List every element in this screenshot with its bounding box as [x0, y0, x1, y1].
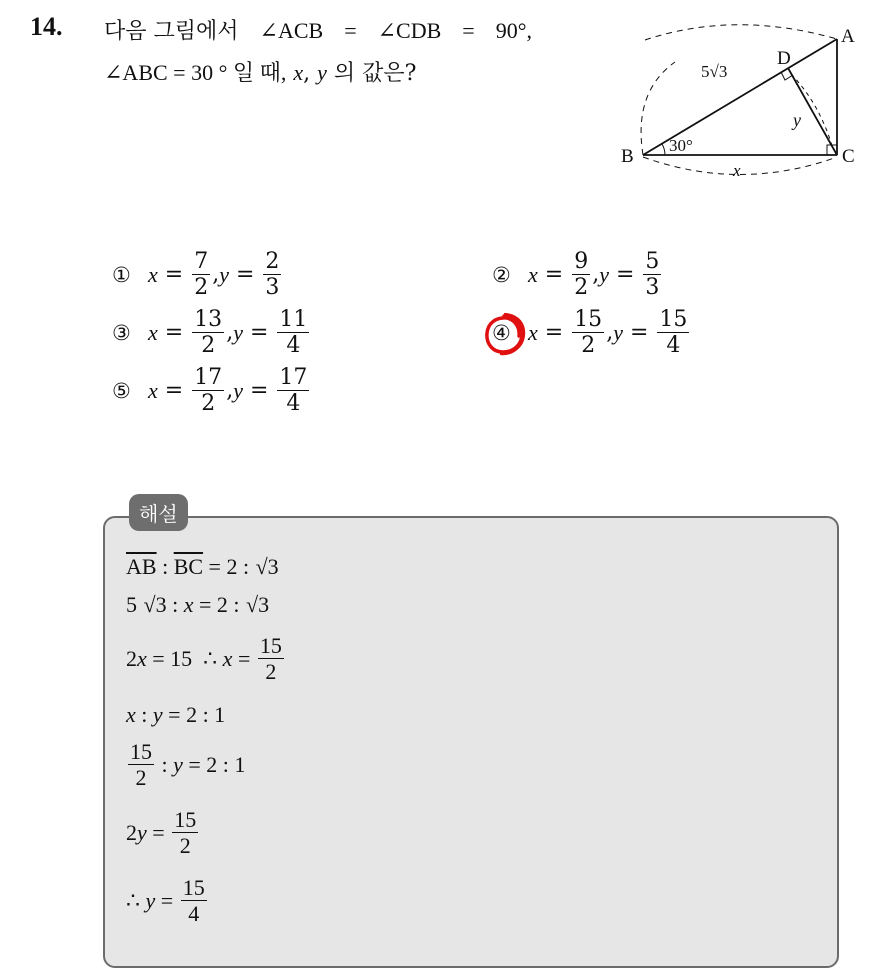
solution-line-2: 5 √3 : x = 2 : √3	[126, 592, 270, 617]
triangle-figure	[615, 22, 865, 182]
label-angle: 30°	[669, 136, 693, 155]
solution-line-1: $\overline{AB}$ : $\overline{BC}$ = 2 : √3	[126, 554, 279, 579]
label-d: D	[777, 48, 791, 69]
angle-abc-condition: ∠ABC = 30 ° 일 때,	[104, 60, 287, 85]
equals-1: =	[344, 18, 357, 43]
question-line-1	[104, 14, 532, 45]
choice-number: ⑤	[112, 378, 131, 403]
choice-1[interactable]: ① x = $\frac{7}{2}$ , y = $\frac{2}{3}$	[112, 249, 280, 301]
choice-number: ④	[492, 320, 511, 345]
angle-cdb: ∠CDB	[377, 18, 442, 43]
solution-line-6: 2 y = $\frac{15}{2}$	[126, 807, 197, 859]
question-number: 14.	[30, 12, 63, 41]
solution-line-4: x : y = 2 : 1	[126, 702, 226, 727]
label-a: A	[841, 26, 855, 47]
solution-tag: 해설	[129, 494, 188, 531]
var-x: x	[293, 60, 304, 85]
var-y: y	[317, 60, 327, 85]
solution-line-7: ∴ y = $\frac{15}{4}$	[126, 875, 205, 927]
choice-number: ③	[112, 320, 131, 345]
label-c: C	[842, 146, 855, 167]
dashed-arc-ab	[645, 25, 837, 40]
question-text-intro: 다음 그림에서	[104, 19, 239, 44]
comma: ,	[303, 61, 311, 86]
question-line-2	[104, 56, 416, 87]
solution-line-3: 2 x = 15 ∴ x = $\frac{15}{2}$	[126, 633, 282, 685]
solution-line-5: $\frac{15}{2}$ : y = 2 : 1	[130, 739, 246, 791]
choice-number: ①	[112, 262, 131, 287]
label-b: B	[621, 146, 634, 167]
label-x: x	[733, 161, 741, 180]
equals-2: =	[462, 18, 475, 43]
choice-5[interactable]: ⑤ x = $\frac{17}{2}$ , y = $\frac{17}{4}$	[112, 365, 308, 417]
label-side-ab: 5√3	[701, 62, 728, 81]
ninety-degrees: 90°,	[495, 18, 533, 43]
question-text-end: 의 값은?	[333, 61, 417, 86]
answer-circle-mark	[481, 311, 527, 357]
choice-2[interactable]: ② x = $\frac{9}{2}$ , y = $\frac{5}{3}$	[492, 249, 660, 301]
angle-acb: ∠ACB	[259, 18, 324, 43]
choice-4[interactable]: ④ x = $\frac{15}{2}$ , y = $\frac{15}{4}$	[492, 307, 688, 359]
choice-3[interactable]: ③ x = $\frac{13}{2}$ , y = $\frac{11}{4}$	[112, 307, 308, 359]
angle-arc-b	[662, 144, 665, 155]
label-y: y	[793, 110, 801, 130]
choice-number: ②	[492, 262, 511, 287]
